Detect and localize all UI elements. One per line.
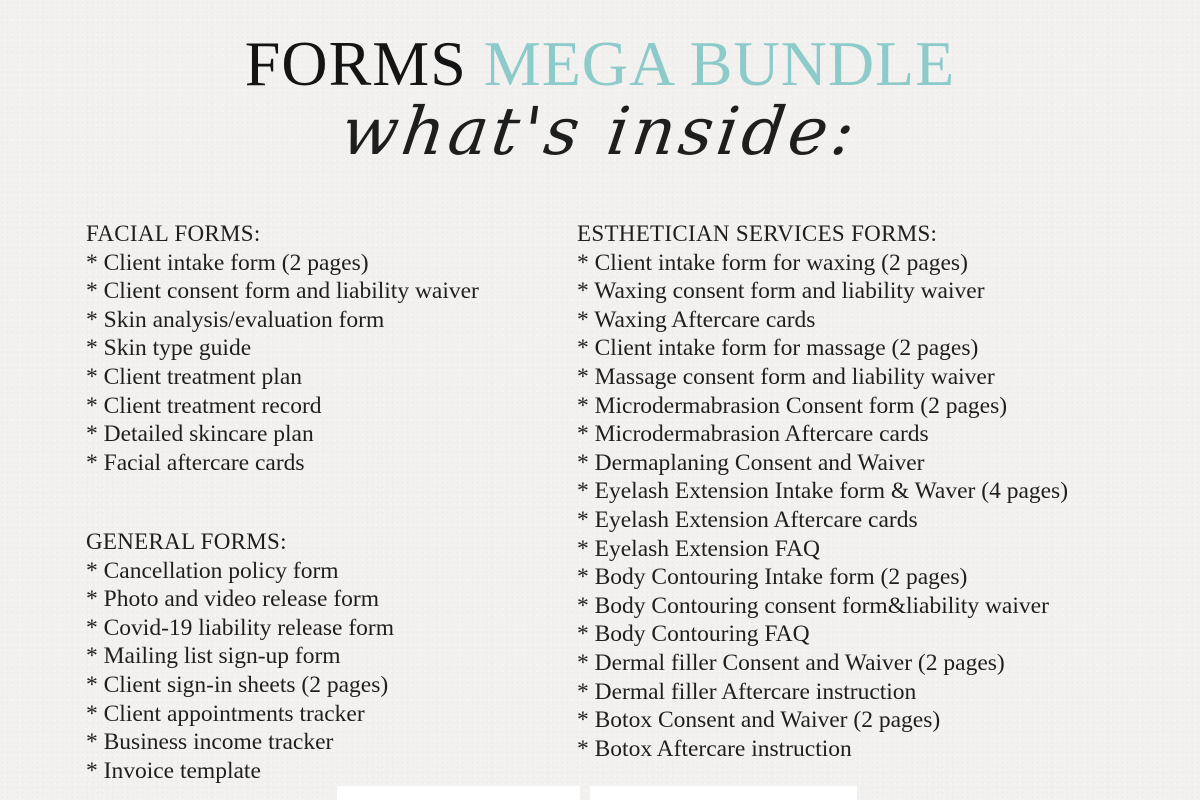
list-item: * Eyelash Extension FAQ [577,535,821,562]
list-item: * Client treatment plan [86,363,303,390]
list-item: * Mailing list sign-up form [86,643,341,670]
list-item: * Massage consent form and liability waiver [577,363,995,390]
list-item: * Body Contouring Intake form (2 pages) [577,564,968,591]
facial-forms-heading: FACIAL FORMS: [86,221,261,246]
list-item: * Client intake form (2 pages) [86,249,369,276]
facial-forms-section [86,220,479,477]
list-item: * Photo and video release form [86,586,380,613]
list-item: * Skin analysis/evaluation form [86,306,385,333]
list-item: * Invoice template [86,757,261,784]
list-item: * Client treatment record [86,392,322,419]
list-item: * Body Contouring consent form&liability waiver [577,592,1049,619]
esthetician-forms-list [577,249,1177,764]
list-item: * Waxing consent form and liability waiver [577,278,985,305]
list-item: * Dermaplaning Consent and Waiver [577,449,925,476]
list-item: * Dermal filler Aftercare instruction [577,678,917,705]
list-item: * Detailed skincare plan [86,421,314,448]
page-subtitle: what's inside: [336,93,864,170]
list-item: * Botox Consent and Waiver (2 pages) [577,707,941,734]
title-accent-part: MEGA BUNDLE [483,28,956,99]
title-dark-part: FORMS [244,28,467,99]
page-title [0,28,1200,100]
list-item: * Client consent form and liability waiver [86,278,479,305]
list-item: * Eyelash Extension Aftercare cards [577,506,918,533]
list-item: * Business income tracker [86,729,334,756]
esthetician-forms-heading: ESTHETICIAN SERVICES FORMS: [577,221,938,246]
list-item: * Client sign-in sheets (2 pages) [86,671,389,698]
list-item: * Body Contouring FAQ [577,621,810,648]
list-item: * Microdermabrasion Consent form (2 pages) [577,392,1008,419]
list-item: * Waxing Aftercare cards [577,306,816,333]
list-item: * Facial aftercare cards [86,449,305,476]
list-item: * Client intake form for massage (2 pages) [577,335,979,362]
list-item: * Botox Aftercare instruction [577,735,852,762]
general-forms-heading: GENERAL FORMS: [86,529,287,554]
list-item: * Client appointments tracker [86,700,365,727]
list-item: * Dermal filler Consent and Waiver (2 pages) [577,649,1005,676]
general-forms-list [86,557,394,786]
facial-forms-list [86,249,479,478]
list-item: * Skin type guide [86,335,252,362]
list-item: * Client intake form for waxing (2 pages) [577,249,968,276]
esthetician-forms-section [577,220,1177,763]
list-item: * Eyelash Extension Intake form & Waver (4 pages) [577,478,1069,505]
list-item: * Microdermabrasion Aftercare cards [577,421,929,448]
bottom-preview-card-left [337,786,580,800]
list-item: * Covid-19 liability release form [86,614,395,641]
list-item: * Cancellation policy form [86,557,339,584]
general-forms-section [86,528,394,785]
bottom-preview-card-right [590,786,857,800]
